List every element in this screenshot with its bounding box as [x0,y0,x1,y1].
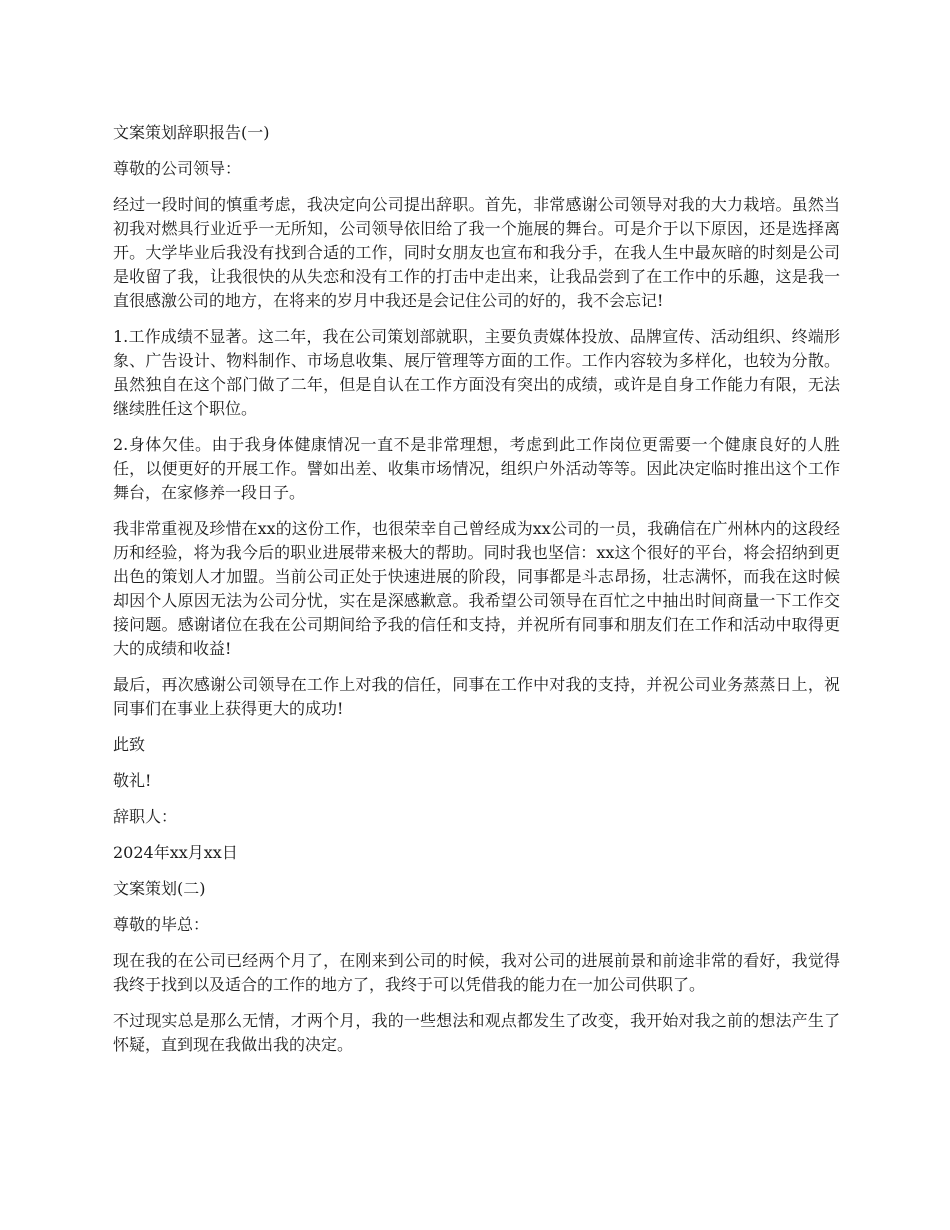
body-paragraph: 不过现实总是那么无情，才两个月，我的一些想法和观点都发生了改变，我开始对我之前的想法产生了怀疑，直到现在我做出我的决定。 [113,1011,840,1054]
body-paragraph: 最后，再次感谢公司领导在工作上对我的信任，同事在工作中对我的支持，并祝公司业务蒸蒸日上，祝同事们在事业上获得更大的成功! [113,675,840,718]
body-paragraph: 我非常重视及珍惜在xx的这份工作，也很荣幸自己曾经成为xx公司的一员，我确信在广州林内的这段经历和经验，将为我今后的职业进展带来极大的帮助。同时我也坚信：xx这个很好的平台，将会招纳到更出色的策划人才加盟。当前公司正处于快速进展的阶段，同事都是斗志昂扬，壮志满怀，而我在这时候却因个人原因无法为公司分忧，实在是深感歉意。我希望公司领导在百忙之中抽出时间商量一下工作交接问题。感谢诸位在我在公司期间给予我的信任和支持，并祝所有同事和朋友们在工作和活动中取得更大的成绩和收益! [113,519,840,658]
body-paragraph: 现在我的在公司已经两个月了，在刚来到公司的时候，我对公司的进展前景和前途非常的看好，我觉得我终于找到以及适合的工作的地方了，我终于可以凭借我的能力在一加公司供职了。 [113,951,840,994]
salutation-2: 尊敬的毕总： [113,915,210,934]
document-page [113,121,840,1069]
body-paragraph: 1.工作成绩不显著。这二年，我在公司策划部就职，主要负责媒体投放、品牌宣传、活动组织、终端形象、广告设计、物料制作、市场息收集、展厅管理等方面的工作。工作内容较为多样化，也较为分散。虽然独自在这个部门做了二年，但是自认在工作方面没有突出的成绩，或许是自身工作能力有限，无法继续胜任这个职位。 [113,327,840,418]
closing-line: 敬礼! [113,771,152,790]
section-title-2: 文案策划(二) [113,879,206,898]
signature-label: 辞职人： [113,807,178,826]
closing-line: 此致 [113,735,146,754]
date-line: 2024年xx月xx日 [113,843,238,862]
body-paragraph: 2.身体欠佳。由于我身体健康情况一直不是非常理想，考虑到此工作岗位更需要一个健康良好的人胜任，以便更好的开展工作。譬如出差、收集市场情况，组织户外活动等等。因此决定临时推出这个工作舞台，在家修养一段日子。 [113,435,840,502]
body-paragraph: 经过一段时间的慎重考虑，我决定向公司提出辞职。首先，非常感谢公司领导对我的大力栽培。虽然当初我对燃具行业近乎一无所知，公司领导依旧给了我一个施展的舞台。可是介于以下原因，还是选择离开。大学毕业后我没有找到合适的工作，同时女朋友也宣布和我分手，在我人生中最灰暗的时刻是公司是收留了我，让我很快的从失恋和没有工作的打击中走出来，让我品尝到了在工作中的乐趣，这是我一直很感激公司的地方，在将来的岁月中我还是会记住公司的好的，我不会忘记! [113,195,840,310]
section-title-1: 文案策划辞职报告(一) [113,123,270,142]
salutation-1: 尊敬的公司领导： [113,159,242,178]
